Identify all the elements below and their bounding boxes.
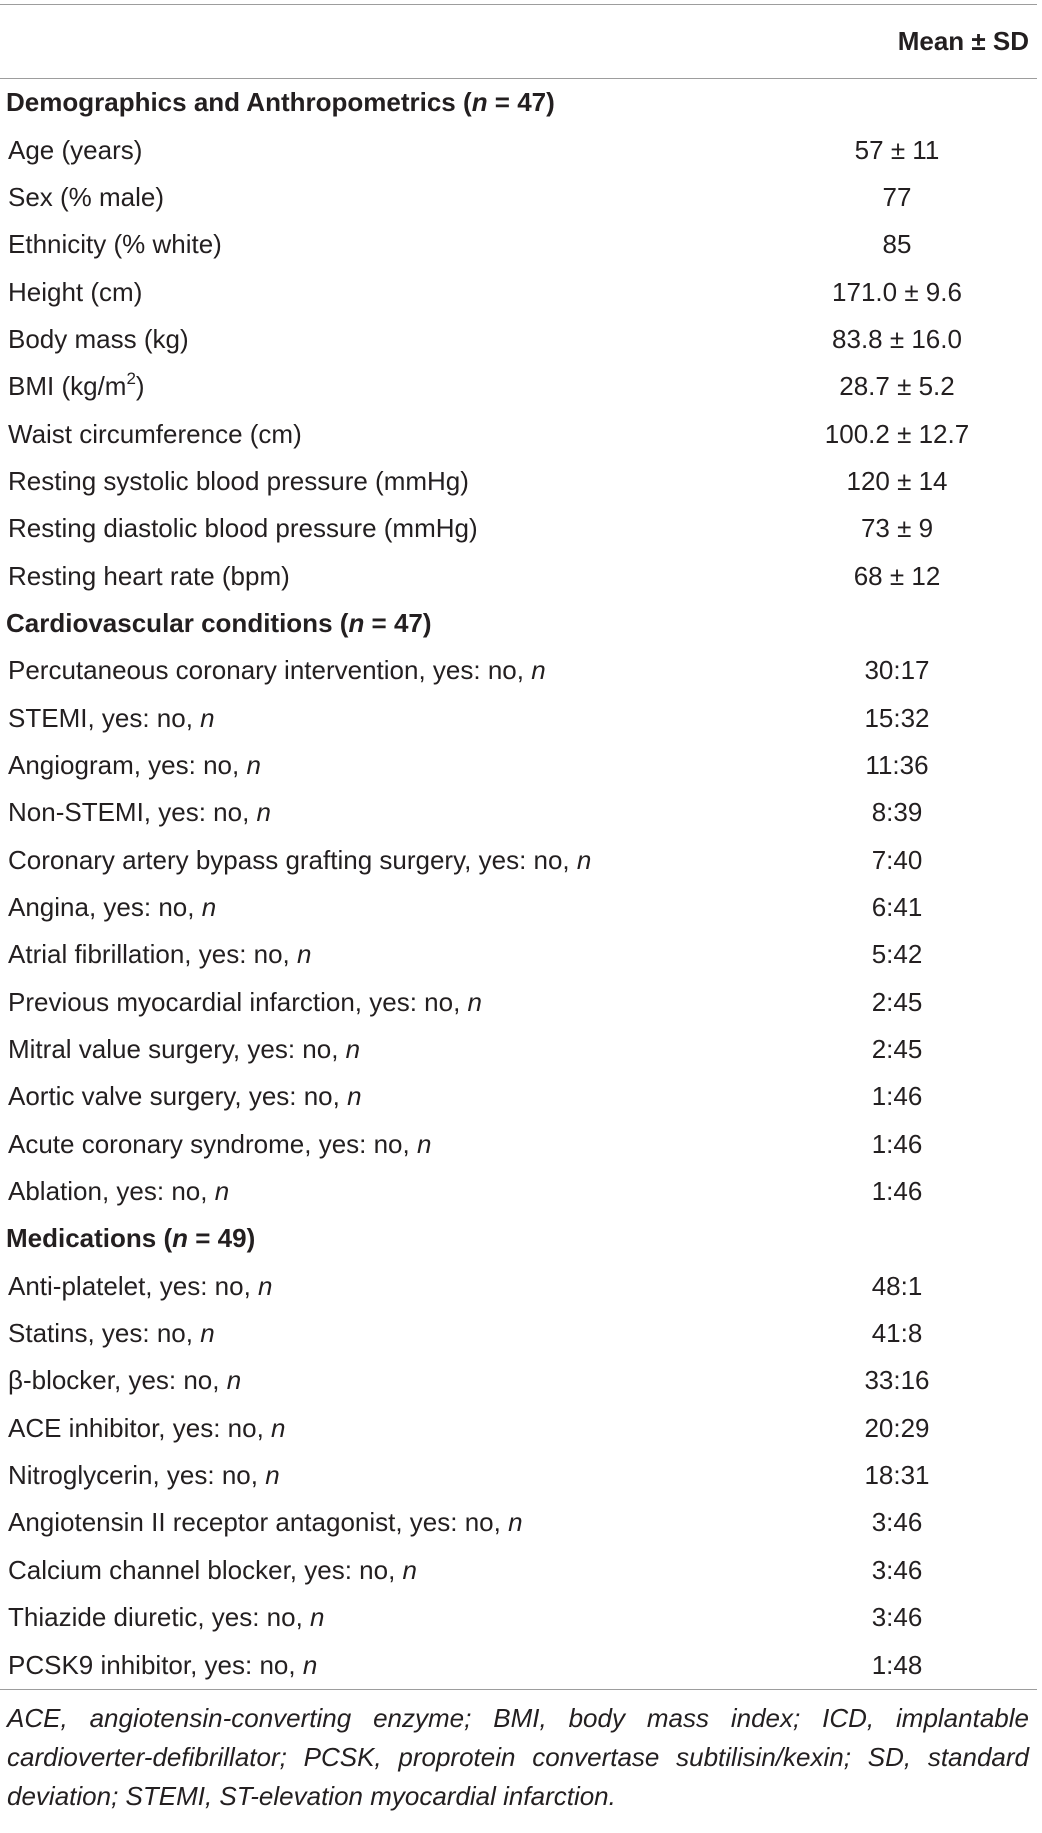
table-header	[0, 5, 1037, 78]
row-label	[0, 466, 657, 497]
row-label-text: Waist circumference (cm)	[8, 418, 302, 449]
row-label-suffix: )	[135, 371, 145, 402]
table-row	[0, 694, 1037, 741]
row-label-text: PCSK9 inhibitor, yes: no,	[8, 1649, 303, 1680]
table-row	[0, 789, 1037, 836]
table-row	[0, 410, 1037, 457]
table-row	[0, 174, 1037, 221]
row-value: 18:31	[864, 1460, 930, 1491]
row-value: 77	[882, 181, 912, 212]
row-label-text: β-blocker, yes: no,	[8, 1365, 227, 1396]
table-row	[0, 505, 1037, 552]
row-label	[0, 1507, 657, 1538]
row-label-n-symbol: n	[576, 844, 592, 875]
row-label	[0, 561, 657, 592]
section-title	[0, 608, 1037, 639]
section-n-value: = 47)	[487, 87, 555, 118]
row-label-text: Sex (% male)	[8, 181, 165, 212]
section-n-value: = 49)	[188, 1223, 256, 1254]
section-n-prefix: (	[163, 1223, 173, 1254]
row-label-text: STEMI, yes: no,	[8, 702, 201, 733]
row-label	[0, 1555, 657, 1586]
row-label	[0, 371, 657, 402]
row-label-text: Body mass (kg)	[8, 323, 189, 354]
table-row	[0, 1073, 1037, 1120]
section-header	[0, 79, 1037, 126]
row-value: 6:41	[871, 892, 923, 923]
table-row	[0, 1026, 1037, 1073]
row-label-n-symbol: n	[302, 1649, 318, 1680]
row-value: 28.7 ± 5.2	[839, 371, 955, 402]
table-row	[0, 1121, 1037, 1168]
table-footnote: ACE, angiotensin-converting enzyme; BMI, body mass index; ICD, implantable cardioverter-defibrillator; PCSK, proprotein convertase subtilisin/kexin; SD, standard deviation; STEMI, ST-elevation myocardial infarction.	[7, 1702, 1029, 1811]
row-value: 73 ± 9	[860, 513, 934, 544]
row-label	[0, 229, 657, 260]
row-value: 68 ± 12	[853, 560, 941, 591]
row-label	[0, 1271, 657, 1302]
row-value: 1:46	[871, 1176, 923, 1207]
row-label-n-symbol: n	[310, 1602, 325, 1633]
row-value: 57 ± 11	[854, 134, 940, 165]
row-label-text: Ethnicity (% white)	[8, 229, 222, 260]
table-row	[0, 363, 1037, 410]
row-label-text: Coronary artery bypass grafting surgery, yes: no,	[8, 844, 577, 875]
section-title-text: Demographics and Anthropometrics	[6, 87, 456, 118]
row-label-n-symbol: n	[416, 1128, 432, 1159]
row-label-superscript: 2	[126, 369, 136, 389]
table-row	[0, 1547, 1037, 1594]
table-row	[0, 1357, 1037, 1404]
row-value: 3:46	[871, 1554, 923, 1585]
table-row	[0, 647, 1037, 694]
row-label	[0, 750, 657, 781]
table-row	[0, 316, 1037, 363]
row-label-n-symbol: n	[265, 1460, 280, 1491]
row-label-text: Calcium channel blocker, yes: no,	[8, 1554, 403, 1585]
row-value: 2:45	[871, 986, 923, 1017]
row-label-n-symbol: n	[531, 655, 546, 686]
row-label-text: Angiotensin II receptor antagonist, yes: no,	[8, 1507, 509, 1538]
section-title	[0, 87, 1037, 118]
row-label-text: Thiazide diuretic, yes: no,	[8, 1602, 311, 1633]
row-label-n-symbol: n	[508, 1507, 523, 1538]
row-label	[0, 655, 657, 686]
row-label	[0, 419, 657, 450]
row-label	[0, 324, 657, 355]
row-label	[0, 1176, 657, 1207]
section-header	[0, 600, 1037, 647]
table-row	[0, 268, 1037, 315]
row-label-text: Angina, yes: no,	[8, 892, 202, 923]
row-value: 48:1	[871, 1270, 923, 1301]
row-label-text: Age (years)	[8, 134, 143, 165]
row-value: 8:39	[871, 797, 923, 828]
row-value: 3:46	[871, 1507, 923, 1538]
row-value: 2:45	[871, 1034, 923, 1065]
table-row	[0, 979, 1037, 1026]
row-label-text: Resting heart rate (bpm)	[8, 560, 290, 591]
row-label	[0, 703, 657, 734]
row-value: 83.8 ± 16.0	[832, 323, 962, 354]
table-body	[0, 79, 1037, 1689]
section-n-symbol: n	[471, 87, 488, 118]
section-n-symbol: n	[172, 1223, 189, 1254]
row-label	[0, 797, 657, 828]
row-label	[0, 182, 657, 213]
row-label-text: Atrial fibrillation, yes: no,	[8, 939, 298, 970]
table-row	[0, 931, 1037, 978]
table-row	[0, 126, 1037, 173]
row-value: 1:46	[871, 1081, 923, 1112]
row-label-n-symbol: n	[345, 1034, 361, 1065]
row-label-n-symbol: n	[467, 986, 483, 1017]
section-title	[0, 1223, 1037, 1254]
row-label-text: Previous myocardial infarction, yes: no,	[8, 986, 468, 1017]
table-row	[0, 221, 1037, 268]
section-title-text: Cardiovascular conditions	[6, 607, 333, 638]
table-row	[0, 742, 1037, 789]
row-value: 1:46	[871, 1128, 923, 1159]
row-label	[0, 1318, 657, 1349]
row-label-text: Nitroglycerin, yes: no,	[8, 1460, 266, 1491]
row-label	[0, 1413, 657, 1444]
section-n-prefix: (	[339, 607, 349, 638]
row-label-text: Height (cm)	[8, 276, 143, 307]
row-label	[0, 1602, 657, 1633]
row-label	[0, 1081, 657, 1112]
row-label-text: Aortic valve surgery, yes: no,	[8, 1081, 348, 1112]
table-row	[0, 1263, 1037, 1310]
section-n-symbol: n	[348, 607, 365, 638]
row-label-n-symbol: n	[297, 939, 312, 970]
table-row	[0, 1594, 1037, 1641]
row-label	[0, 277, 657, 308]
row-value: 7:40	[871, 844, 923, 875]
row-value: 100.2 ± 12.7	[824, 418, 970, 449]
row-label	[0, 1650, 657, 1681]
row-label-n-symbol: n	[200, 1318, 215, 1349]
row-label-text: Mitral value surgery, yes: no,	[8, 1034, 346, 1065]
row-label	[0, 1365, 657, 1396]
row-label	[0, 892, 657, 923]
row-value: 85	[882, 229, 912, 260]
row-value: 20:29	[864, 1412, 930, 1443]
row-label	[0, 513, 657, 544]
row-label-n-symbol: n	[214, 1176, 230, 1207]
row-value: 171.0 ± 9.6	[832, 276, 962, 307]
row-value: 5:42	[871, 939, 923, 970]
row-value: 120 ± 14	[846, 465, 948, 496]
table-row	[0, 1405, 1037, 1452]
table-row	[0, 1641, 1037, 1688]
table-row	[0, 458, 1037, 505]
table-row	[0, 837, 1037, 884]
row-label-text: Resting diastolic blood pressure (mmHg)	[8, 513, 478, 544]
row-label-text: Acute coronary syndrome, yes: no,	[8, 1128, 417, 1159]
table-row	[0, 1499, 1037, 1546]
table-row	[0, 552, 1037, 599]
row-label-text: Percutaneous coronary intervention, yes: no,	[8, 655, 532, 686]
row-label-text: Resting systolic blood pressure (mmHg)	[8, 465, 469, 496]
table-row	[0, 884, 1037, 931]
row-value: 33:16	[864, 1365, 930, 1396]
section-title-text: Medications	[6, 1223, 157, 1254]
row-label-text: Non-STEMI, yes: no,	[8, 797, 257, 828]
row-value: 1:48	[871, 1649, 923, 1680]
row-label	[0, 135, 657, 166]
row-label	[0, 845, 657, 876]
row-label-n-symbol: n	[201, 892, 217, 923]
row-label-text: Angiogram, yes: no,	[8, 749, 247, 780]
row-value: 11:36	[865, 749, 929, 780]
section-header	[0, 1215, 1037, 1262]
table-row	[0, 1168, 1037, 1215]
section-n-prefix: (	[463, 87, 472, 118]
row-label-n-symbol: n	[200, 702, 215, 733]
row-label-n-symbol: n	[402, 1554, 418, 1585]
row-label-text: Statins, yes: no,	[8, 1318, 201, 1349]
row-label	[0, 987, 657, 1018]
row-value: 41:8	[871, 1318, 923, 1349]
table-row	[0, 1452, 1037, 1499]
row-value: 30:17	[864, 655, 930, 686]
row-label-n-symbol: n	[347, 1081, 362, 1112]
row-label-n-symbol: n	[226, 1365, 242, 1396]
row-label-n-symbol: n	[246, 749, 261, 780]
row-value: 15:32	[864, 702, 930, 733]
row-label-n-symbol: n	[258, 1270, 273, 1301]
row-label	[0, 1129, 657, 1160]
row-label-text: BMI (kg/m	[8, 371, 127, 402]
row-label	[0, 939, 657, 970]
row-label-text: Anti-platelet, yes: no,	[8, 1270, 259, 1301]
row-label	[0, 1460, 657, 1491]
characteristics-table	[0, 4, 1037, 1816]
row-label-n-symbol: n	[271, 1412, 286, 1443]
row-label-n-symbol: n	[256, 797, 271, 828]
column-header-mean-sd: Mean ± SD	[897, 26, 1029, 56]
section-n-value: = 47)	[364, 607, 432, 638]
table-row	[0, 1310, 1037, 1357]
row-label-text: ACE inhibitor, yes: no,	[8, 1412, 272, 1443]
row-value: 3:46	[871, 1602, 923, 1633]
row-label-text: Ablation, yes: no,	[8, 1176, 215, 1207]
row-label	[0, 1034, 657, 1065]
